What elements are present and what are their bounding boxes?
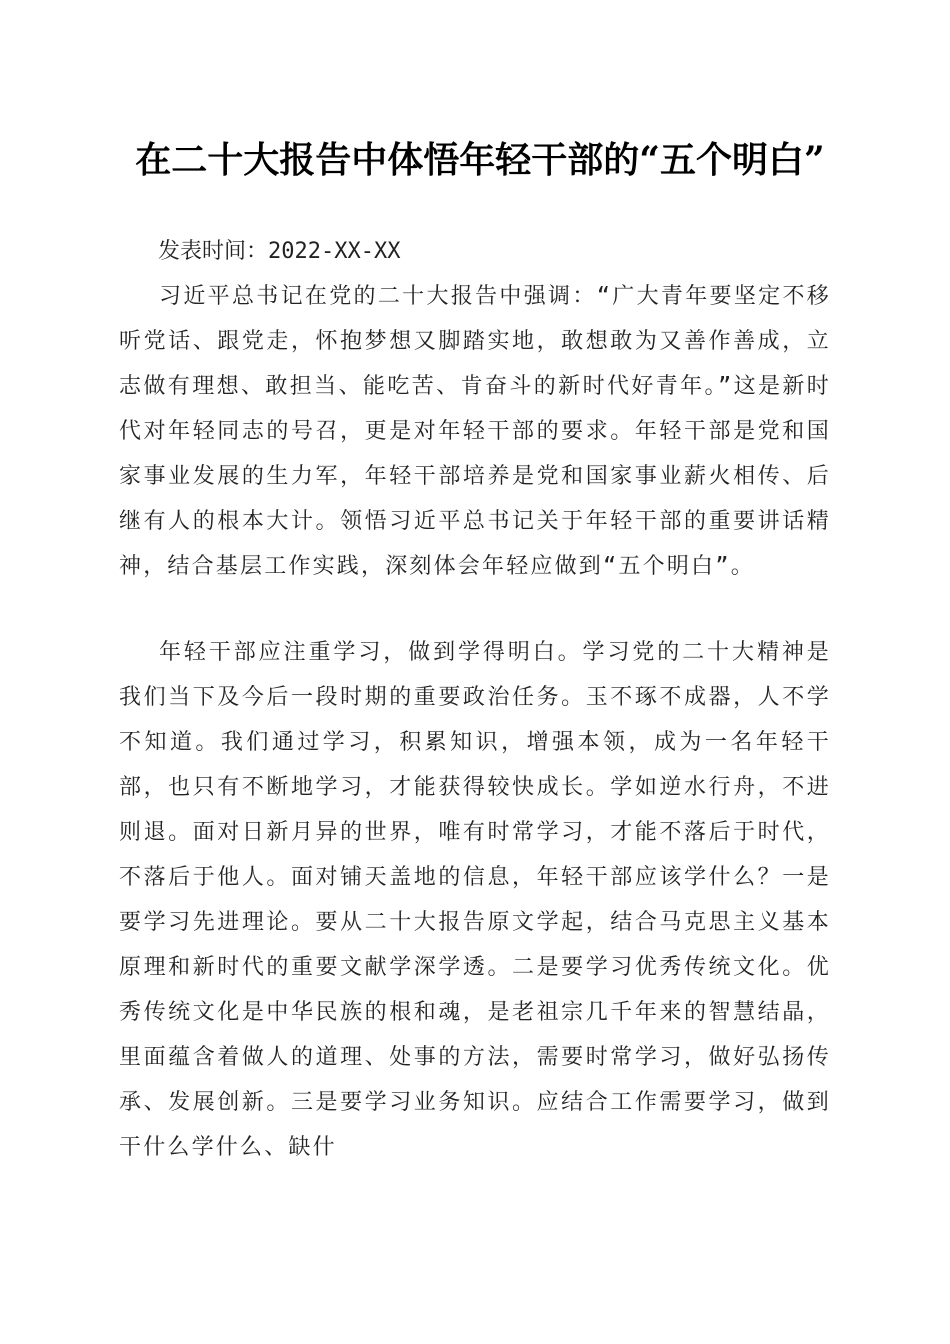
paragraph-2: 年轻干部应注重学习，做到学得明白。学习党的二十大精神是我们当下及今后一段时期的重要政治任务。玉不琢不成器，人不学不知道。我们通过学习，积累知识，增强本领，成为一名年轻干部，也只有不断地学习，才能获得较快成长。学如逆水行舟，不进则退。面对日新月异的世界，唯有时常学习，才能不落后于时代，不落后于他人。面对铺天盖地的信息，年轻干部应该学什么？一是要学习先进理论。要从二十大报告原文学起，结合马克思主义基本原理和新时代的重要文献学深学透。二是要学习优秀传统文化。优秀传统文化是中华民族的根和魂，是老祖宗几千年来的智慧结晶，里面蕴含着做人的道理、处事的方法，需要时常学习，做好弘扬传承、发展创新。三是要学习业务知识。应结合工作需要学习，做到干什么学什么、缺什 xyxy=(119,640,831,1160)
page-title: 在二十大报告中体悟年轻干部的“五个明白” xyxy=(135,139,825,181)
paragraph-1: 习近平总书记在党的二十大报告中强调：“广大青年要坚定不移听党话、跟党走，怀抱梦想又脚踏实地，敢想敢为又善作善成，立志做有理想、敢担当、能吃苦、肯奋斗的新时代好青年。”这是新时代对年轻同志的号召，更是对年轻干部的要求。年轻干部是党和国家事业发展的生力军，年轻干部培养是党和国家事业薪火相传、后继有人的根本大计。领悟习近平总书记关于年轻干部的重要讲话精神，结合基层工作实践，深刻体会年轻应做到“五个明白”。 xyxy=(119,284,831,579)
publish-time: 发表时间：2022-XX-XX xyxy=(158,239,401,264)
